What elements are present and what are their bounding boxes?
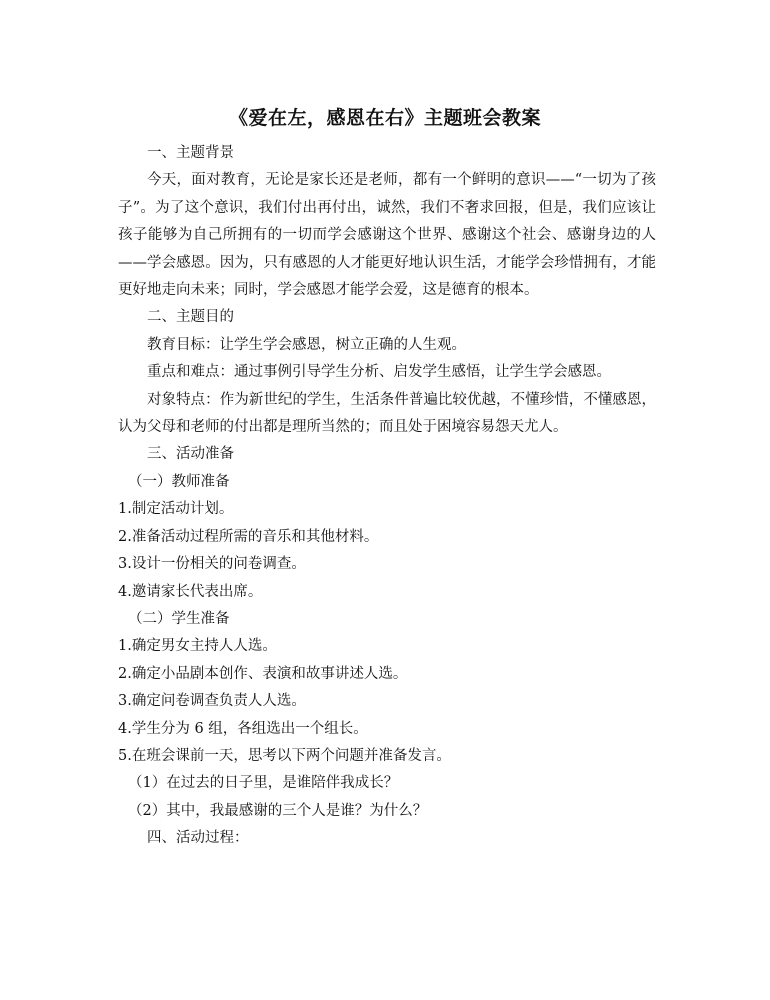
list-item: 4.邀请家长代表出席。: [118, 583, 263, 600]
list-item: 2.准备活动过程所需的音乐和其他材料。: [118, 528, 379, 545]
section-heading-background: 一、主题背景: [147, 145, 234, 161]
purpose-key-points: 重点和难点：通过事例引导学生分析、启发学生感悟，让学生学会感恩。: [147, 364, 611, 381]
section-heading-purpose: 二、主题目的: [147, 309, 234, 326]
student-prep-heading: （二）学生准备: [128, 610, 230, 627]
section-heading-preparation: 三、活动准备: [147, 446, 234, 463]
question-item: （1）在过去的日子里，是谁陪伴我成长？: [128, 775, 399, 792]
question-item: （2）其中，我最感谢的三个人是谁？为什么？: [128, 802, 428, 819]
list-item: 2.确定小品剧本创作、表演和故事讲述人选。: [118, 665, 408, 682]
teacher-prep-heading: （一）教师准备: [128, 473, 230, 490]
section-heading-process: 四、活动过程：: [147, 830, 249, 847]
list-item: 1.制定活动计划。: [118, 501, 234, 518]
background-paragraph: 今天，面对教育，无论是家长还是老师，都有一个鲜明的意识——“一切为了孩子”。为了这个意识，我们付出再付出，诚然，我们不奢求回报，但是，我们应该让孩子能够为自己所拥有的一切而学会感谢这个世界、感谢这个社会、感谢身边的人——学会感恩。因为，只有感恩的人才能更好地认识生活，才能学会珍惜拥有，才能更好地走向未来；同时，学会感恩才能学会爱，这是德育的根本。: [118, 172, 656, 299]
list-item: 5.在班会课前一天，思考以下两个问题并准备发言。: [118, 747, 451, 764]
purpose-audience: 对象特点：作为新世纪的学生，生活条件普遍比较优越，不懂珍惜，不懂感恩，认为父母和老师的付出都是理所当然的；而且处于困境容易怨天尤人。: [118, 391, 656, 436]
list-item: 3.设计一份相关的问卷调查。: [118, 556, 306, 573]
list-item: 1.确定男女主持人人选。: [118, 638, 277, 655]
purpose-goal: 教育目标：让学生学会感恩，树立正确的人生观。: [147, 336, 466, 353]
list-item: 4.学生分为 6 组，各组选出一个组长。: [118, 720, 368, 737]
list-item: 3.确定问卷调查负责人人选。: [118, 693, 306, 710]
document-title: 《爱在左，感恩在右》主题班会教案: [228, 107, 541, 129]
document-body: [118, 140, 656, 853]
